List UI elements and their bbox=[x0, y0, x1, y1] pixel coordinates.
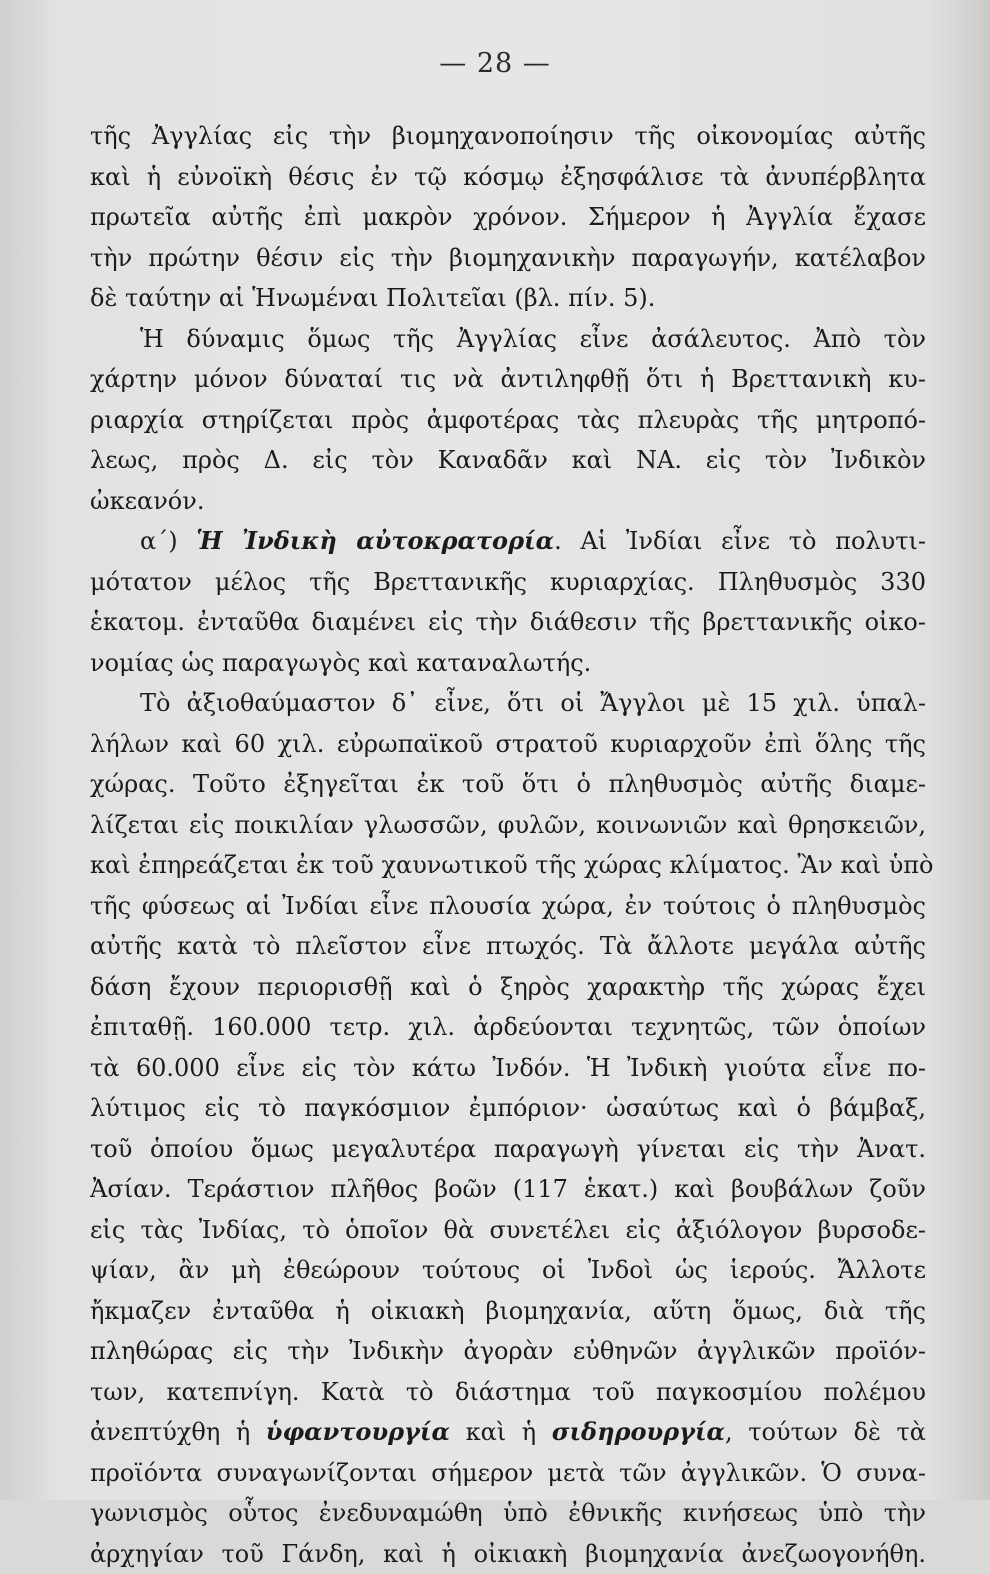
line-segment: καὶ ἡ bbox=[450, 1418, 552, 1446]
text-line bbox=[90, 967, 926, 1008]
line-segment: λύτιμος εἰς τὸ παγκόσμιον ἐμπόριον· ὡσαύτως καὶ ὁ βάμβαξ, bbox=[90, 1094, 926, 1122]
line-segment: α΄) bbox=[140, 527, 196, 555]
text-line bbox=[90, 400, 926, 441]
text-line bbox=[90, 359, 926, 400]
line-segment: . Αἱ Ἰνδίαι εἶνε τὸ πολυτι- bbox=[554, 527, 926, 555]
emphasized-term: ὑφαντουργία bbox=[266, 1417, 450, 1446]
line-segment: δὲ ταύτην αἱ Ἡνωμέναι Πολιτεῖαι (βλ. πίν. 5). bbox=[90, 284, 655, 312]
text-line bbox=[90, 278, 926, 319]
line-segment: πληθώρας εἰς τὴν Ἰνδικὴν ἀγορὰν εὐθηνῶν ἀγγλικῶν προϊόν- bbox=[90, 1337, 926, 1365]
text-line bbox=[90, 562, 926, 603]
text-line bbox=[90, 481, 926, 522]
text-line bbox=[90, 319, 926, 360]
emphasized-term: σιδηρουργία bbox=[552, 1417, 725, 1446]
text-line bbox=[90, 1169, 926, 1210]
line-segment: καὶ ἡ εὐνοϊκὴ θέσις ἐν τῷ κόσμῳ ἐξησφάλισε τὰ ἀνυπέρβλητα bbox=[90, 163, 926, 191]
line-segment: Ἡ δύναμις ὅμως τῆς Ἀγγλίας εἶνε ἀσάλευτος. Ἀπὸ τὸν bbox=[140, 325, 926, 353]
text-line bbox=[90, 116, 926, 157]
text-line bbox=[90, 1331, 926, 1372]
line-segment: νομίας ὡς παραγωγὸς καὶ καταναλωτής. bbox=[90, 649, 591, 677]
line-segment: τῆς Ἀγγλίας εἰς τὴν βιομηχανοποίησιν τῆς οἰκονομίας αὐτῆς bbox=[90, 122, 926, 150]
text-line bbox=[90, 1007, 926, 1048]
line-segment: ἤκμαζεν ἐνταῦθα ἡ οἰκιακὴ βιομηχανία, αὕτη ὅμως, διὰ τῆς bbox=[90, 1297, 926, 1325]
line-segment: των, κατεπνίγη. Κατὰ τὸ διάστημα τοῦ παγκοσμίου πολέμου bbox=[90, 1378, 926, 1406]
line-segment: τοῦ ὁποίου ὅμως μεγαλυτέρα παραγωγὴ γίνεται εἰς τὴν Ἀνατ. bbox=[90, 1135, 926, 1163]
line-segment: εἰς τὰς Ἰνδίας, τὸ ὁποῖον θὰ συνετέλει εἰς ἀξιόλογον βυρσοδε- bbox=[90, 1216, 926, 1244]
line-segment: τὰ 60.000 εἶνε εἰς τὸν κάτω Ἰνδόν. Ἡ Ἰνδικὴ γιούτα εἶνε πο- bbox=[90, 1054, 926, 1082]
line-segment: χώρας. Τοῦτο ἐξηγεῖται ἐκ τοῦ ὅτι ὁ πληθυσμὸς αὐτῆς διαμε- bbox=[90, 770, 926, 798]
text-line bbox=[90, 1493, 926, 1534]
text-line bbox=[90, 1048, 926, 1089]
line-segment: τῆς φύσεως αἱ Ἰνδίαι εἶνε πλουσία χώρα, ἐν τούτοις ὁ πληθυσμὸς bbox=[90, 892, 926, 920]
text-line bbox=[90, 521, 926, 562]
text-line bbox=[90, 724, 926, 765]
line-segment: λίζεται εἰς ποικιλίαν γλωσσῶν, φυλῶν, κοινωνιῶν καὶ θρησκειῶν, bbox=[90, 811, 926, 839]
line-segment: λήλων καὶ 60 χιλ. εὐρωπαϊκοῦ στρατοῦ κυριαρχοῦν ἐπὶ ὅλης τῆς bbox=[90, 730, 926, 758]
line-segment: καὶ ἐπηρεάζεται ἐκ τοῦ χαυνωτικοῦ τῆς χώρας κλίματος. Ἂν καὶ ὑπὸ bbox=[90, 851, 934, 879]
line-segment: γωνισμὸς οὗτος ἐνεδυναμώθη ὑπὸ ἐθνικῆς κινήσεως ὑπὸ τὴν bbox=[90, 1499, 926, 1527]
line-segment: πρωτεῖα αὐτῆς ἐπὶ μακρὸν χρόνον. Σήμερον ἡ Ἀγγλία ἔχασε bbox=[90, 203, 926, 231]
text-line bbox=[90, 1210, 926, 1251]
line-segment: τὴν πρώτην θέσιν εἰς τὴν βιομηχανικὴν παραγωγήν, κατέλαβον bbox=[90, 244, 926, 272]
text-line bbox=[90, 926, 926, 967]
text-line bbox=[90, 1453, 926, 1494]
text-line bbox=[90, 1088, 926, 1129]
text-line bbox=[90, 1534, 926, 1574]
line-segment: δάση ἔχουν περιορισθῇ καὶ ὁ ξηρὸς χαρακτὴρ τῆς χώρας ἔχει bbox=[90, 973, 926, 1001]
text-line bbox=[90, 805, 926, 846]
line-segment: Τὸ ἀξιοθαύμαστον δ᾽ εἶνε, ὅτι οἱ Ἄγγλοι μὲ 15 χιλ. ὑπαλ- bbox=[140, 689, 926, 717]
line-segment: χάρτην μόνον δύναταί τις νὰ ἀντιληφθῇ ὅτι ἡ Βρεττανικὴ κυ- bbox=[90, 365, 926, 393]
line-segment: μότατον μέλος τῆς Βρεττανικῆς κυριαρχίας. Πληθυσμὸς 330 bbox=[90, 568, 926, 596]
text-line bbox=[90, 683, 926, 724]
line-segment: ἀνεπτύχθη ἡ bbox=[90, 1418, 266, 1446]
line-segment: ριαρχία στηρίζεται πρὸς ἀμφοτέρας τὰς πλευρὰς τῆς μητροπό- bbox=[90, 406, 926, 434]
emphasized-term: Ἡ Ἰνδικὴ αὐτοκρατορία bbox=[196, 526, 554, 555]
body-text bbox=[90, 116, 926, 1574]
line-segment: ἐπιταθῇ. 160.000 τετρ. χιλ. ἀρδεύονται τεχνητῶς, τῶν ὁποίων bbox=[90, 1013, 926, 1041]
line-segment: , τούτων δὲ τὰ bbox=[725, 1418, 926, 1446]
line-segment: προϊόντα συναγωνίζονται σήμερον μετὰ τῶν ἀγγλικῶν. Ὁ συνα- bbox=[90, 1459, 926, 1487]
text-line bbox=[90, 1250, 926, 1291]
text-line bbox=[90, 197, 926, 238]
text-line bbox=[90, 1129, 926, 1170]
page-number: — 28 — bbox=[0, 48, 990, 79]
line-segment: ψίαν, ἂν μὴ ἐθεώρουν τούτους οἱ Ἰνδοὶ ὡς ἱερούς. Ἄλλοτε bbox=[90, 1256, 926, 1284]
text-line bbox=[90, 1291, 926, 1332]
text-line bbox=[90, 886, 926, 927]
line-segment: λεως, πρὸς Δ. εἰς τὸν Καναδᾶν καὶ ΝΑ. εἰς τὸν Ἰνδικὸν bbox=[90, 446, 926, 474]
text-line bbox=[90, 238, 926, 279]
text-line bbox=[90, 845, 926, 886]
line-segment: αὐτῆς κατὰ τὸ πλεῖστον εἶνε πτωχός. Τὰ ἄλλοτε μεγάλα αὐτῆς bbox=[90, 932, 926, 960]
text-line bbox=[90, 643, 926, 684]
text-line bbox=[90, 764, 926, 805]
text-line bbox=[90, 157, 926, 198]
line-segment: ἑκατομ. ἐνταῦθα διαμένει εἰς τὴν διάθεσιν τῆς βρεττανικῆς οἰκο- bbox=[90, 608, 926, 636]
text-line bbox=[90, 1412, 926, 1453]
text-line bbox=[90, 440, 926, 481]
text-line bbox=[90, 602, 926, 643]
text-line bbox=[90, 1372, 926, 1413]
line-segment: ὠκεανόν. bbox=[90, 487, 204, 515]
line-segment: Ἀσίαν. Τεράστιον πλῆθος βοῶν (117 ἑκατ.) καὶ βουβάλων ζοῦν bbox=[90, 1175, 926, 1203]
line-segment: ἀρχηγίαν τοῦ Γάνδη, καὶ ἡ οἰκιακὴ βιομηχανία ἀνεζωογονήθη. bbox=[90, 1540, 926, 1568]
